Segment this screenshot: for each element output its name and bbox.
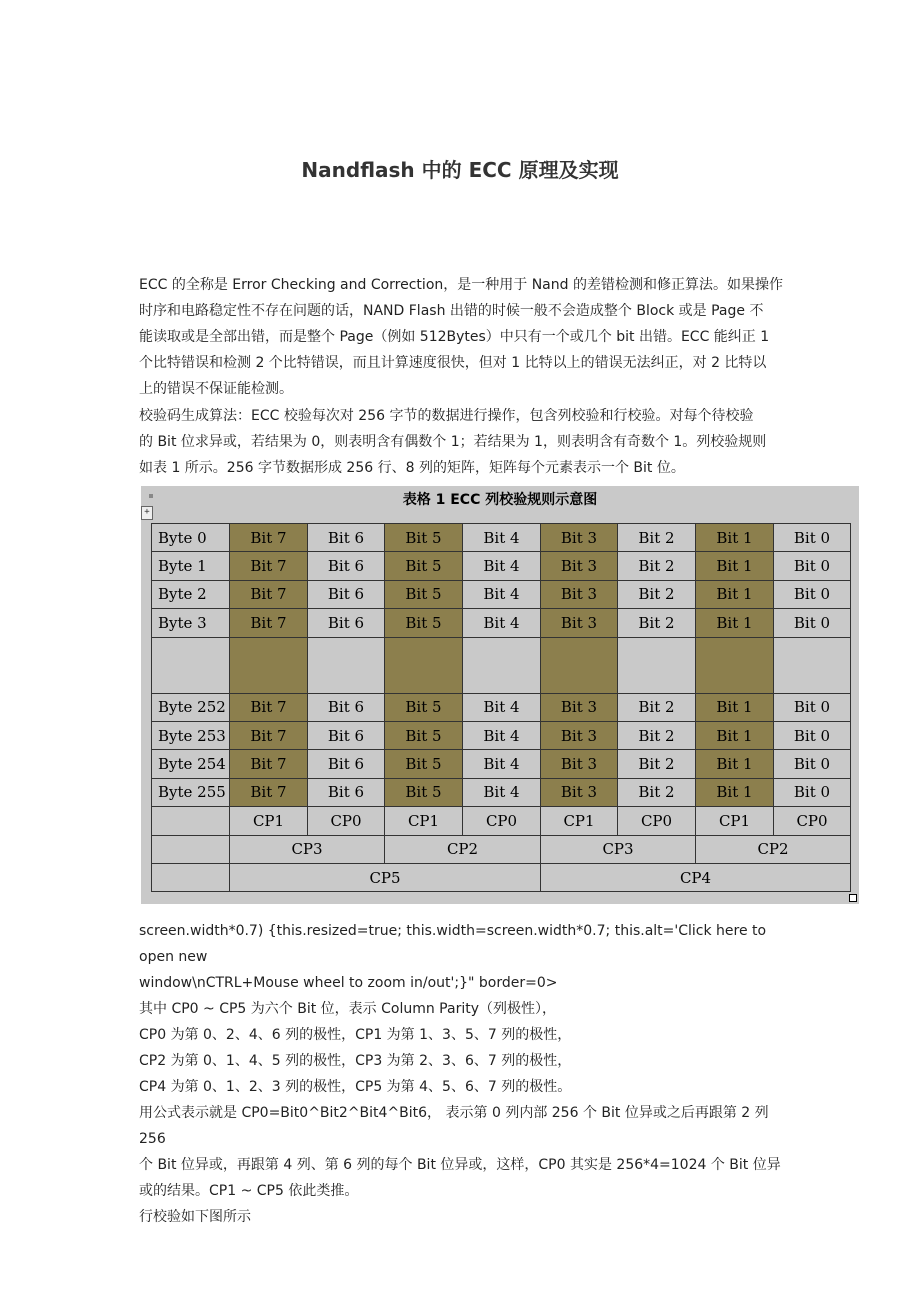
gap-cell: [230, 637, 308, 693]
explanation-line: 或的结果。CP1 ~ CP5 依此类推。: [139, 1183, 359, 1199]
parity-cell: CP4: [541, 863, 851, 891]
bit-cell: Bit 2: [618, 721, 696, 749]
bit-cell: Bit 2: [618, 580, 696, 608]
bit-cell: Bit 2: [618, 552, 696, 580]
parity-cell: CP1: [230, 807, 308, 835]
bit-cell: Bit 4: [463, 778, 541, 806]
explanation-line: window\nCTRL+Mouse wheel to zoom in/out';}" border=0>: [139, 975, 558, 991]
gap-cell: [385, 637, 463, 693]
bit-cell: Bit 3: [541, 580, 618, 608]
bit-cell: Bit 1: [696, 778, 774, 806]
parity-cell: CP0: [618, 807, 696, 835]
explanation-line: CP4 为第 0、1、2、3 列的极性，CP5 为第 4、5、6、7 列的极性。: [139, 1079, 572, 1095]
explanation-line: 用公式表示就是 CP0=Bit0^Bit2^Bit4^Bit6， 表示第 0 列内部 256 个 Bit 位异或之后再跟第 2 列 256: [139, 1105, 769, 1147]
bit-cell: Bit 3: [541, 609, 618, 637]
ellipsis-row: [152, 637, 851, 693]
explanation-line: 其中 CP0 ~ CP5 为六个 Bit 位，表示 Column Parity（列极性），: [139, 1001, 556, 1017]
bit-cell: Bit 1: [696, 609, 774, 637]
byte-row: [152, 721, 851, 749]
ecc-table-figure: [141, 486, 859, 904]
byte-label: Byte 0: [152, 524, 230, 552]
gap-cell: [308, 637, 385, 693]
bit-cell: Bit 6: [308, 750, 385, 778]
parity-cell: CP0: [463, 807, 541, 835]
parity-cell: CP2: [385, 835, 541, 863]
table-move-handle-icon[interactable]: +: [141, 506, 153, 520]
explanation-line: CP0 为第 0、2、4、6 列的极性，CP1 为第 1、3、5、7 列的极性，: [139, 1027, 572, 1043]
bit-cell: Bit 3: [541, 721, 618, 749]
bit-cell: Bit 1: [696, 721, 774, 749]
bit-cell: Bit 7: [230, 693, 308, 721]
parity-row: [152, 835, 851, 863]
byte-row: [152, 750, 851, 778]
algorithm-paragraph: [139, 403, 789, 481]
page-title: Nandflash 中的 ECC 原理及实现: [301, 158, 619, 182]
bit-cell: Bit 3: [541, 778, 618, 806]
gap-cell: [696, 637, 774, 693]
bit-cell: Bit 7: [230, 609, 308, 637]
intro-paragraph: [139, 272, 789, 402]
bit-cell: Bit 1: [696, 750, 774, 778]
parity-cell: CP5: [230, 863, 541, 891]
algorithm-line: 的 Bit 位求异或，若结果为 0，则表明含有偶数个 1；若结果为 1，则表明含有奇数个 1。列校验规则: [139, 434, 767, 450]
bit-cell: Bit 2: [618, 524, 696, 552]
bit-cell: Bit 7: [230, 524, 308, 552]
intro-line: 上的错误不保证能检测。: [139, 381, 293, 397]
bit-cell: Bit 7: [230, 552, 308, 580]
bit-cell: Bit 6: [308, 552, 385, 580]
gap-cell: [774, 637, 851, 693]
bit-cell: Bit 4: [463, 693, 541, 721]
bit-cell: Bit 6: [308, 524, 385, 552]
bit-cell: Bit 2: [618, 609, 696, 637]
bit-cell: Bit 6: [308, 609, 385, 637]
bit-cell: Bit 1: [696, 552, 774, 580]
bit-cell: Bit 1: [696, 524, 774, 552]
bit-cell: Bit 4: [463, 524, 541, 552]
bit-cell: Bit 5: [385, 552, 463, 580]
parity-cell: CP2: [696, 835, 851, 863]
bit-cell: Bit 3: [541, 693, 618, 721]
bit-cell: Bit 6: [308, 721, 385, 749]
parity-cell: CP1: [541, 807, 618, 835]
explanation-line: screen.width*0.7) {this.resized=true; this.width=screen.width*0.7; this.alt='Click here to open new: [139, 923, 767, 965]
parity-cell: CP1: [385, 807, 463, 835]
byte-row: [152, 609, 851, 637]
bit-cell: Bit 7: [230, 778, 308, 806]
parity-cell: CP0: [774, 807, 851, 835]
algorithm-line: 校验码生成算法：ECC 校验每次对 256 字节的数据进行操作，包含列校验和行校验。对每个待校验: [139, 408, 754, 424]
parity-row: [152, 807, 851, 835]
bit-cell: Bit 0: [774, 721, 851, 749]
figure-caption: 表格 1 ECC 列校验规则示意图: [402, 492, 598, 508]
parity-cell: CP1: [696, 807, 774, 835]
intro-line: 时序和电路稳定性不存在问题的话，NAND Flash 出错的时候一般不会造成整个 Block 或是 Page 不: [139, 303, 764, 319]
explanation-line: CP2 为第 0、1、4、5 列的极性，CP3 为第 2、3、6、7 列的极性，: [139, 1053, 572, 1069]
byte-label: Byte 253: [152, 721, 230, 749]
bit-cell: Bit 4: [463, 552, 541, 580]
parity-cell: CP3: [541, 835, 696, 863]
bit-cell: Bit 0: [774, 693, 851, 721]
bit-cell: Bit 0: [774, 580, 851, 608]
bit-cell: Bit 2: [618, 778, 696, 806]
bit-cell: Bit 6: [308, 580, 385, 608]
gap-cell: [618, 637, 696, 693]
bit-cell: Bit 3: [541, 524, 618, 552]
explanation-block: [139, 918, 789, 1230]
bit-cell: Bit 6: [308, 778, 385, 806]
byte-row: [152, 552, 851, 580]
ecc-column-parity-table: [151, 523, 851, 892]
bit-cell: Bit 1: [696, 580, 774, 608]
bit-cell: Bit 0: [774, 552, 851, 580]
bit-cell: Bit 0: [774, 778, 851, 806]
byte-label: Byte 3: [152, 609, 230, 637]
bit-cell: Bit 5: [385, 750, 463, 778]
empty-cell: [152, 807, 230, 835]
bit-cell: Bit 4: [463, 721, 541, 749]
byte-label: Byte 254: [152, 750, 230, 778]
bit-cell: Bit 7: [230, 721, 308, 749]
byte-label: Byte 2: [152, 580, 230, 608]
bit-cell: Bit 4: [463, 580, 541, 608]
empty-cell: [152, 863, 230, 891]
bit-cell: Bit 0: [774, 609, 851, 637]
intro-line: 个比特错误和检测 2 个比特错误，而且计算速度很快，但对 1 比特以上的错误无法纠正，对 2 比特以: [139, 355, 767, 371]
byte-row: [152, 693, 851, 721]
byte-row: [152, 524, 851, 552]
parity-row: [152, 863, 851, 891]
algorithm-line: 如表 1 所示。256 字节数据形成 256 行、8 列的矩阵，矩阵每个元素表示一个 Bit 位。: [139, 460, 685, 476]
bit-cell: Bit 1: [696, 693, 774, 721]
bit-cell: Bit 7: [230, 750, 308, 778]
bit-cell: Bit 3: [541, 552, 618, 580]
parity-cell: CP0: [308, 807, 385, 835]
bit-cell: Bit 2: [618, 693, 696, 721]
byte-row: [152, 580, 851, 608]
empty-cell: [152, 835, 230, 863]
bit-cell: Bit 5: [385, 580, 463, 608]
byte-label: Byte 255: [152, 778, 230, 806]
byte-label: Byte 252: [152, 693, 230, 721]
gap-cell: [541, 637, 618, 693]
bit-cell: Bit 0: [774, 524, 851, 552]
bit-cell: Bit 2: [618, 750, 696, 778]
bit-cell: Bit 4: [463, 750, 541, 778]
byte-label: Byte 1: [152, 552, 230, 580]
bit-cell: Bit 7: [230, 580, 308, 608]
explanation-line: 行校验如下图所示: [139, 1209, 251, 1225]
bit-cell: Bit 0: [774, 750, 851, 778]
explanation-line: 个 Bit 位异或，再跟第 4 列、第 6 列的每个 Bit 位异或，这样，CP0 其实是 256*4=1024 个 Bit 位异: [139, 1157, 781, 1173]
bit-cell: Bit 5: [385, 524, 463, 552]
bit-cell: Bit 5: [385, 693, 463, 721]
gap-cell: [152, 637, 230, 693]
bit-cell: Bit 4: [463, 609, 541, 637]
bit-cell: Bit 5: [385, 609, 463, 637]
bit-cell: Bit 3: [541, 750, 618, 778]
byte-row: [152, 778, 851, 806]
parity-cell: CP3: [230, 835, 385, 863]
resize-corner-icon[interactable]: [849, 894, 857, 902]
bit-cell: Bit 5: [385, 721, 463, 749]
gap-cell: [463, 637, 541, 693]
intro-line: ECC 的全称是 Error Checking and Correction，是一种用于 Nand 的差错检测和修正算法。如果操作: [139, 277, 783, 293]
intro-line: 能读取或是全部出错，而是整个 Page（例如 512Bytes）中只有一个或几个 bit 出错。ECC 能纠正 1: [139, 329, 770, 345]
bit-cell: Bit 5: [385, 778, 463, 806]
bit-cell: Bit 6: [308, 693, 385, 721]
